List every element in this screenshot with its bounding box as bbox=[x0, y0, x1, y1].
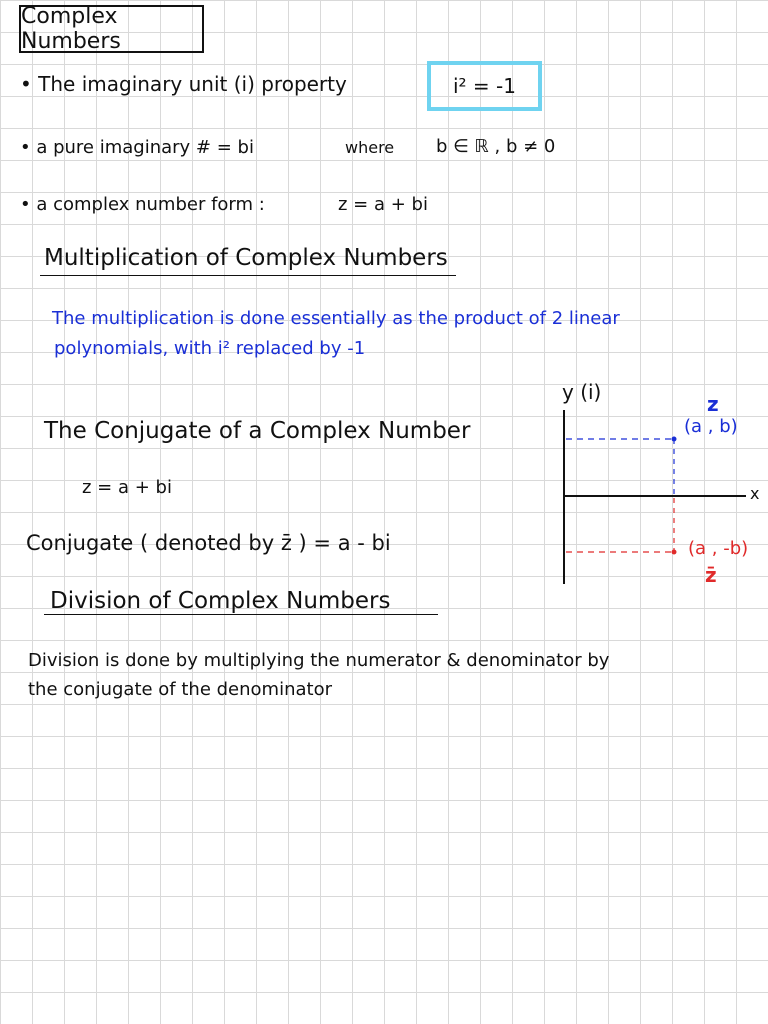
z-label: z bbox=[707, 392, 719, 416]
page-title-text: Complex Numbers bbox=[21, 4, 121, 54]
complex-form-formula: z = a + bi bbox=[338, 194, 428, 215]
conjugate-definition: Conjugate ( denoted by z̄ ) = a - bi bbox=[26, 531, 391, 555]
pure-imaginary-condition: b ∈ ℝ , b ≠ 0 bbox=[436, 136, 556, 157]
multiplication-heading: Multiplication of Complex Numbers bbox=[44, 245, 448, 271]
multiplication-line-1: The multiplication is done essentially as the product of 2 linear bbox=[52, 308, 620, 329]
bullet-complex-form-text: a complex number form : bbox=[36, 194, 265, 215]
z-point-label: (a , b) bbox=[684, 416, 738, 437]
bullet-pure-imaginary-text: a pure imaginary # = bi bbox=[36, 137, 254, 158]
where-label: where bbox=[345, 138, 395, 157]
conjugate-heading: The Conjugate of a Complex Number bbox=[44, 418, 471, 444]
bullet-imaginary-unit: • The imaginary unit (i) property bbox=[20, 72, 347, 96]
zbar-label: z̄ bbox=[705, 563, 717, 587]
zbar-point-dot bbox=[672, 550, 677, 555]
z-point-dot bbox=[672, 437, 677, 442]
multiplication-line-2: polynomials, with i² replaced by -1 bbox=[54, 338, 366, 359]
division-line-2: the conjugate of the denominator bbox=[28, 679, 332, 700]
zbar-point-label: (a , -b) bbox=[688, 538, 749, 559]
division-line-1: Division is done by multiplying the numerator & denominator by bbox=[28, 650, 610, 671]
bullet-complex-form: • a complex number form : bbox=[20, 194, 265, 215]
bullet-pure-imaginary: • a pure imaginary # = bi bbox=[20, 137, 254, 158]
imaginary-unit-formula: i² = -1 bbox=[453, 74, 516, 98]
division-heading: Division of Complex Numbers bbox=[50, 588, 391, 614]
x-axis-label: x bbox=[750, 484, 760, 503]
y-axis-label: y (i) bbox=[562, 380, 602, 404]
conjugate-z-definition: z = a + bi bbox=[82, 477, 172, 498]
bullet-imaginary-unit-text: The imaginary unit (i) property bbox=[38, 72, 347, 96]
